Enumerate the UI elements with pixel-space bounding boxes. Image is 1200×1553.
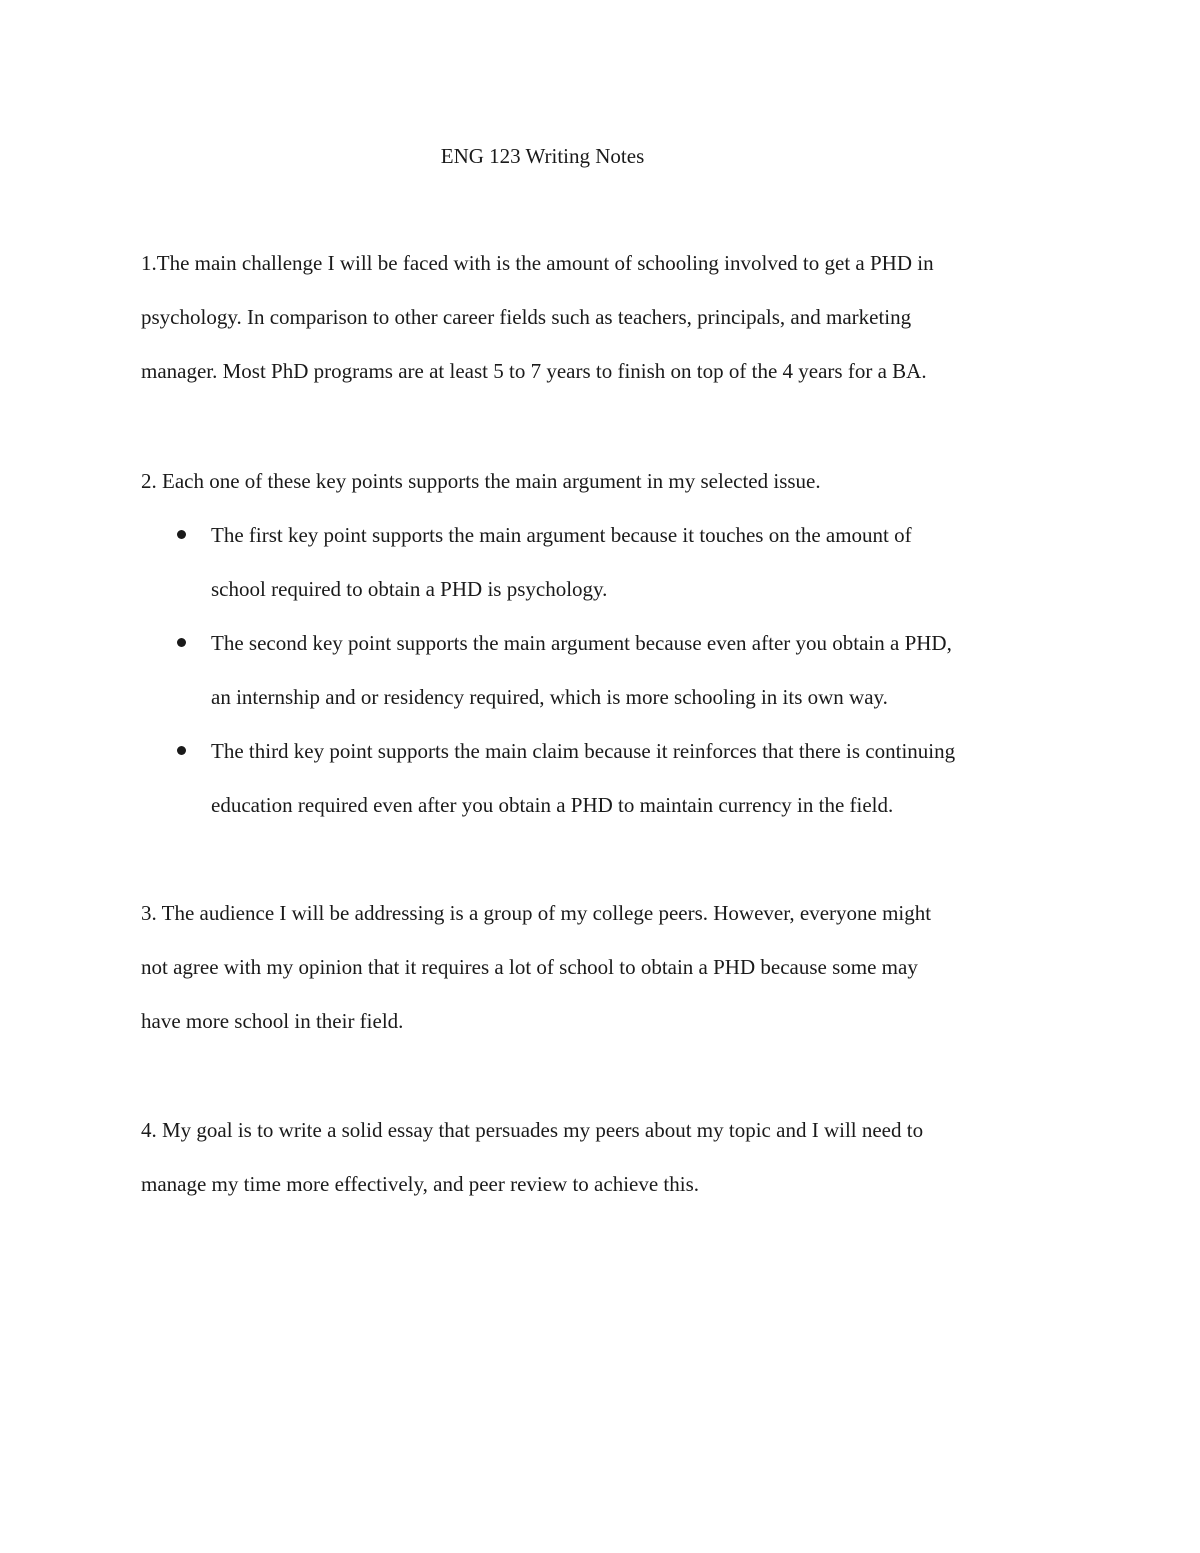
document-title: ENG 123 Writing Notes [440, 144, 645, 168]
paragraph-line: psychology. In comparison to other career fields such as teachers, principals, and marketing [141, 305, 912, 329]
bullet-line: an internship and or residency required, which is more schooling in its own way. [211, 685, 888, 709]
bullet-line: school required to obtain a PHD is psychology. [211, 577, 608, 601]
paragraph-line: have more school in their field. [141, 1009, 404, 1033]
paragraph-line: 2. Each one of these key points supports the main argument in my selected issue. [141, 469, 821, 493]
bullet-line: education required even after you obtain a PHD to maintain currency in the field. [211, 793, 894, 817]
bullet-item [141, 724, 955, 832]
paragraph-line: 1.The main challenge I will be faced with is the amount of schooling involved to get a PHD in [141, 251, 934, 275]
bullet-item [141, 508, 955, 616]
bullet-line: The first key point supports the main argument because it touches on the amount of [211, 523, 912, 547]
paragraph-line: manager. Most PhD programs are at least 5 to 7 years to finish on top of the 4 years for a BA. [141, 359, 927, 383]
paragraph-line: 3. The audience I will be addressing is a group of my college peers. However, everyone might [141, 901, 932, 925]
paragraph-line: not agree with my opinion that it requires a lot of school to obtain a PHD because some may [141, 955, 918, 979]
paragraph-2 [141, 454, 821, 508]
bullet-item [141, 616, 955, 724]
bullet-line: The third key point supports the main claim because it reinforces that there is continuing [211, 739, 956, 763]
paragraph-4 [141, 1103, 923, 1211]
paragraph-line: 4. My goal is to write a solid essay that persuades my peers about my topic and I will need to [141, 1118, 924, 1142]
bullet-list [141, 508, 955, 832]
paragraph-1 [141, 236, 934, 398]
paragraph-line: manage my time more effectively, and peer review to achieve this. [141, 1172, 700, 1196]
bullet-icon [177, 746, 186, 755]
bullet-line: The second key point supports the main argument because even after you obtain a PHD, [211, 631, 952, 655]
bullet-icon [177, 638, 186, 647]
paragraph-3 [141, 886, 931, 1048]
bullet-icon [177, 530, 186, 539]
